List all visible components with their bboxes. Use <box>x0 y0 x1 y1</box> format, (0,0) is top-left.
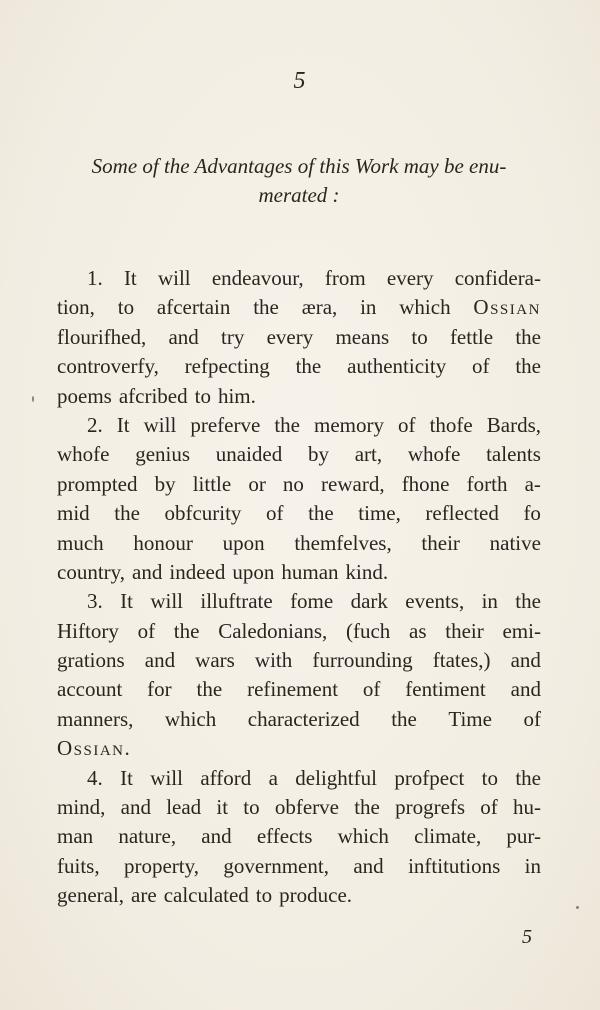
word: Bards, <box>486 412 541 437</box>
text-line <box>57 499 541 528</box>
text-line <box>57 470 541 499</box>
word: hu- <box>513 795 541 820</box>
word: the <box>173 618 200 643</box>
word: and <box>168 324 199 349</box>
word: of <box>480 795 498 820</box>
word: refinement <box>247 677 339 702</box>
word: fhone <box>401 471 450 496</box>
word: human <box>281 559 339 584</box>
word: pur- <box>506 824 541 849</box>
word: to <box>481 765 498 790</box>
word: the <box>515 354 541 379</box>
text-line <box>57 558 541 587</box>
word: indeed <box>169 559 226 584</box>
text-line <box>57 852 541 881</box>
word: grations <box>57 648 125 673</box>
word: to <box>194 383 211 408</box>
word: It <box>120 589 133 614</box>
word: æra, <box>301 295 338 320</box>
word: in <box>360 295 377 320</box>
word: which <box>164 706 217 731</box>
word: events, <box>405 589 465 614</box>
word: 3. <box>87 589 103 614</box>
word: much <box>57 530 104 555</box>
word: manners, <box>57 706 134 731</box>
word: delightful <box>295 765 377 790</box>
word: by <box>154 471 176 496</box>
text-line <box>57 440 541 469</box>
word: and <box>120 795 151 820</box>
word: the <box>308 501 334 526</box>
word: a- <box>524 471 541 496</box>
word: mid <box>57 501 90 526</box>
text-line <box>57 881 541 910</box>
word: and <box>201 824 232 849</box>
word: fo <box>523 501 541 526</box>
word: time, <box>358 501 401 526</box>
word: genius <box>135 442 191 467</box>
paper-speck <box>32 396 34 402</box>
heading-line: merated : <box>258 183 340 207</box>
word: Ossian. <box>57 736 132 761</box>
word: government, <box>223 853 329 878</box>
word: effects <box>256 824 313 849</box>
word: prompted <box>57 471 138 496</box>
word: afcribed <box>118 383 188 408</box>
word: will <box>157 266 191 290</box>
word: whofe <box>57 442 110 467</box>
word: produce. <box>279 883 353 908</box>
word: endeavour, <box>211 266 304 290</box>
catchword: 5 <box>522 926 532 948</box>
word: of <box>523 706 541 731</box>
word: the <box>253 295 279 320</box>
word: the <box>274 412 300 437</box>
word: the <box>515 765 541 790</box>
text-line <box>57 352 541 381</box>
text-line <box>57 617 541 646</box>
word: him. <box>217 383 256 408</box>
word: of <box>472 354 490 379</box>
word: fuits, <box>57 853 100 878</box>
word: dark <box>350 589 388 614</box>
word: afford <box>200 765 252 790</box>
word: as <box>409 618 427 643</box>
text-line <box>57 646 541 675</box>
word: obferve <box>274 795 339 820</box>
word: obfcurity <box>164 501 242 526</box>
word: native <box>489 530 541 555</box>
word: will <box>150 589 183 614</box>
word: the <box>295 354 322 379</box>
word: which <box>337 824 389 849</box>
word: every <box>386 266 434 290</box>
word: try <box>221 324 245 349</box>
word: will <box>143 412 177 437</box>
word: flourifhed, <box>57 324 147 349</box>
text-line <box>57 529 541 558</box>
heading-line: Some of the Advantages of this Work may be enu- <box>91 154 507 178</box>
word: a <box>268 765 278 790</box>
word: thofe <box>429 412 473 437</box>
word: and <box>510 648 541 673</box>
word: tion, <box>57 295 95 320</box>
word: fettle <box>449 324 494 349</box>
word: which <box>399 295 451 320</box>
text-line <box>57 793 541 822</box>
word: and <box>132 559 163 584</box>
word: means <box>335 324 390 349</box>
word: fome <box>290 589 334 614</box>
word: from <box>324 266 366 290</box>
word: afcertain <box>156 295 231 320</box>
word: and <box>144 648 176 673</box>
word: for <box>147 677 172 702</box>
word: furrounding <box>312 648 413 673</box>
text-line <box>57 675 541 704</box>
word: poems <box>57 383 112 408</box>
word: authenticity <box>347 354 447 379</box>
text-line <box>57 587 541 616</box>
word: the <box>391 706 417 731</box>
word: kind. <box>345 559 389 584</box>
word: it <box>216 795 229 820</box>
word: property, <box>123 853 200 878</box>
word: characterized <box>247 706 360 731</box>
word: the <box>515 324 541 349</box>
text-line <box>57 264 541 293</box>
word: Caledonians, <box>218 618 328 643</box>
word: progrefs <box>395 795 466 820</box>
word: every <box>266 324 314 349</box>
word: (fuch <box>345 618 391 643</box>
word: of <box>398 412 416 437</box>
word: account <box>57 677 123 702</box>
word: the <box>196 677 223 702</box>
word: emi- <box>502 618 541 643</box>
word: illuftrate <box>200 589 273 614</box>
word: with <box>254 648 293 673</box>
word: Time <box>448 706 492 731</box>
word: It <box>123 266 137 290</box>
text-line <box>57 382 541 411</box>
word: the <box>354 795 380 820</box>
word: in <box>524 853 541 878</box>
word: little <box>192 471 232 496</box>
word: climate, <box>414 824 482 849</box>
word: inftitutions <box>408 853 501 878</box>
word: 2. <box>87 412 103 437</box>
word: by <box>308 442 329 467</box>
word: preferve <box>190 412 261 437</box>
word: the <box>114 501 140 526</box>
word: talents <box>486 442 541 467</box>
word: man <box>57 824 94 849</box>
word: confidera- <box>454 266 541 290</box>
word: ftates,) <box>432 648 491 673</box>
word: to <box>243 795 260 820</box>
word: country, <box>57 559 126 584</box>
page-number: 5 <box>293 68 307 94</box>
word: wars <box>195 648 235 673</box>
text-line <box>57 705 541 734</box>
word: in <box>481 589 498 614</box>
word: to <box>117 295 135 320</box>
body-text <box>57 264 541 911</box>
word: reflected <box>425 501 499 526</box>
word: Ossian <box>473 295 541 320</box>
text-line <box>57 764 541 793</box>
word: are <box>131 883 157 908</box>
word: calculated <box>163 883 249 908</box>
word: fentiment <box>405 677 486 702</box>
word: themfelves, <box>294 530 392 555</box>
word: upon <box>222 530 265 555</box>
word: reward, <box>321 471 385 496</box>
word: controverfy, <box>57 354 159 379</box>
word: of <box>266 501 284 526</box>
word: Hiftory <box>57 618 119 643</box>
text-line <box>57 323 541 352</box>
word: their <box>421 530 460 555</box>
word: lead <box>166 795 202 820</box>
word: and <box>353 853 384 878</box>
word: to <box>255 883 273 908</box>
text-line <box>57 822 541 851</box>
word: of <box>137 618 156 643</box>
word: refpecting <box>184 354 270 379</box>
word: memory <box>314 412 384 437</box>
word: their <box>445 618 484 643</box>
section-heading <box>56 152 542 210</box>
word: forth <box>466 471 508 496</box>
paper-speck <box>576 906 579 909</box>
word: honour <box>133 530 193 555</box>
word: unaided <box>215 442 283 467</box>
word: general, <box>57 883 125 908</box>
text-line <box>57 293 541 322</box>
word: mind, <box>57 795 106 820</box>
word: profpect <box>394 765 465 790</box>
word: will <box>150 765 183 790</box>
word: to <box>411 324 428 349</box>
word: or <box>248 471 266 496</box>
word: art, <box>354 442 383 467</box>
word: of <box>362 677 381 702</box>
word: It <box>116 412 130 437</box>
word: and <box>510 677 541 702</box>
text-line <box>57 411 541 440</box>
word: whofe <box>407 442 461 467</box>
text-line <box>57 734 541 763</box>
word: It <box>120 765 133 790</box>
word: nature, <box>118 824 177 849</box>
word: no <box>282 471 304 496</box>
word: the <box>515 589 541 614</box>
word: 4. <box>87 765 103 790</box>
word: 1. <box>87 266 103 290</box>
word: upon <box>232 559 275 584</box>
